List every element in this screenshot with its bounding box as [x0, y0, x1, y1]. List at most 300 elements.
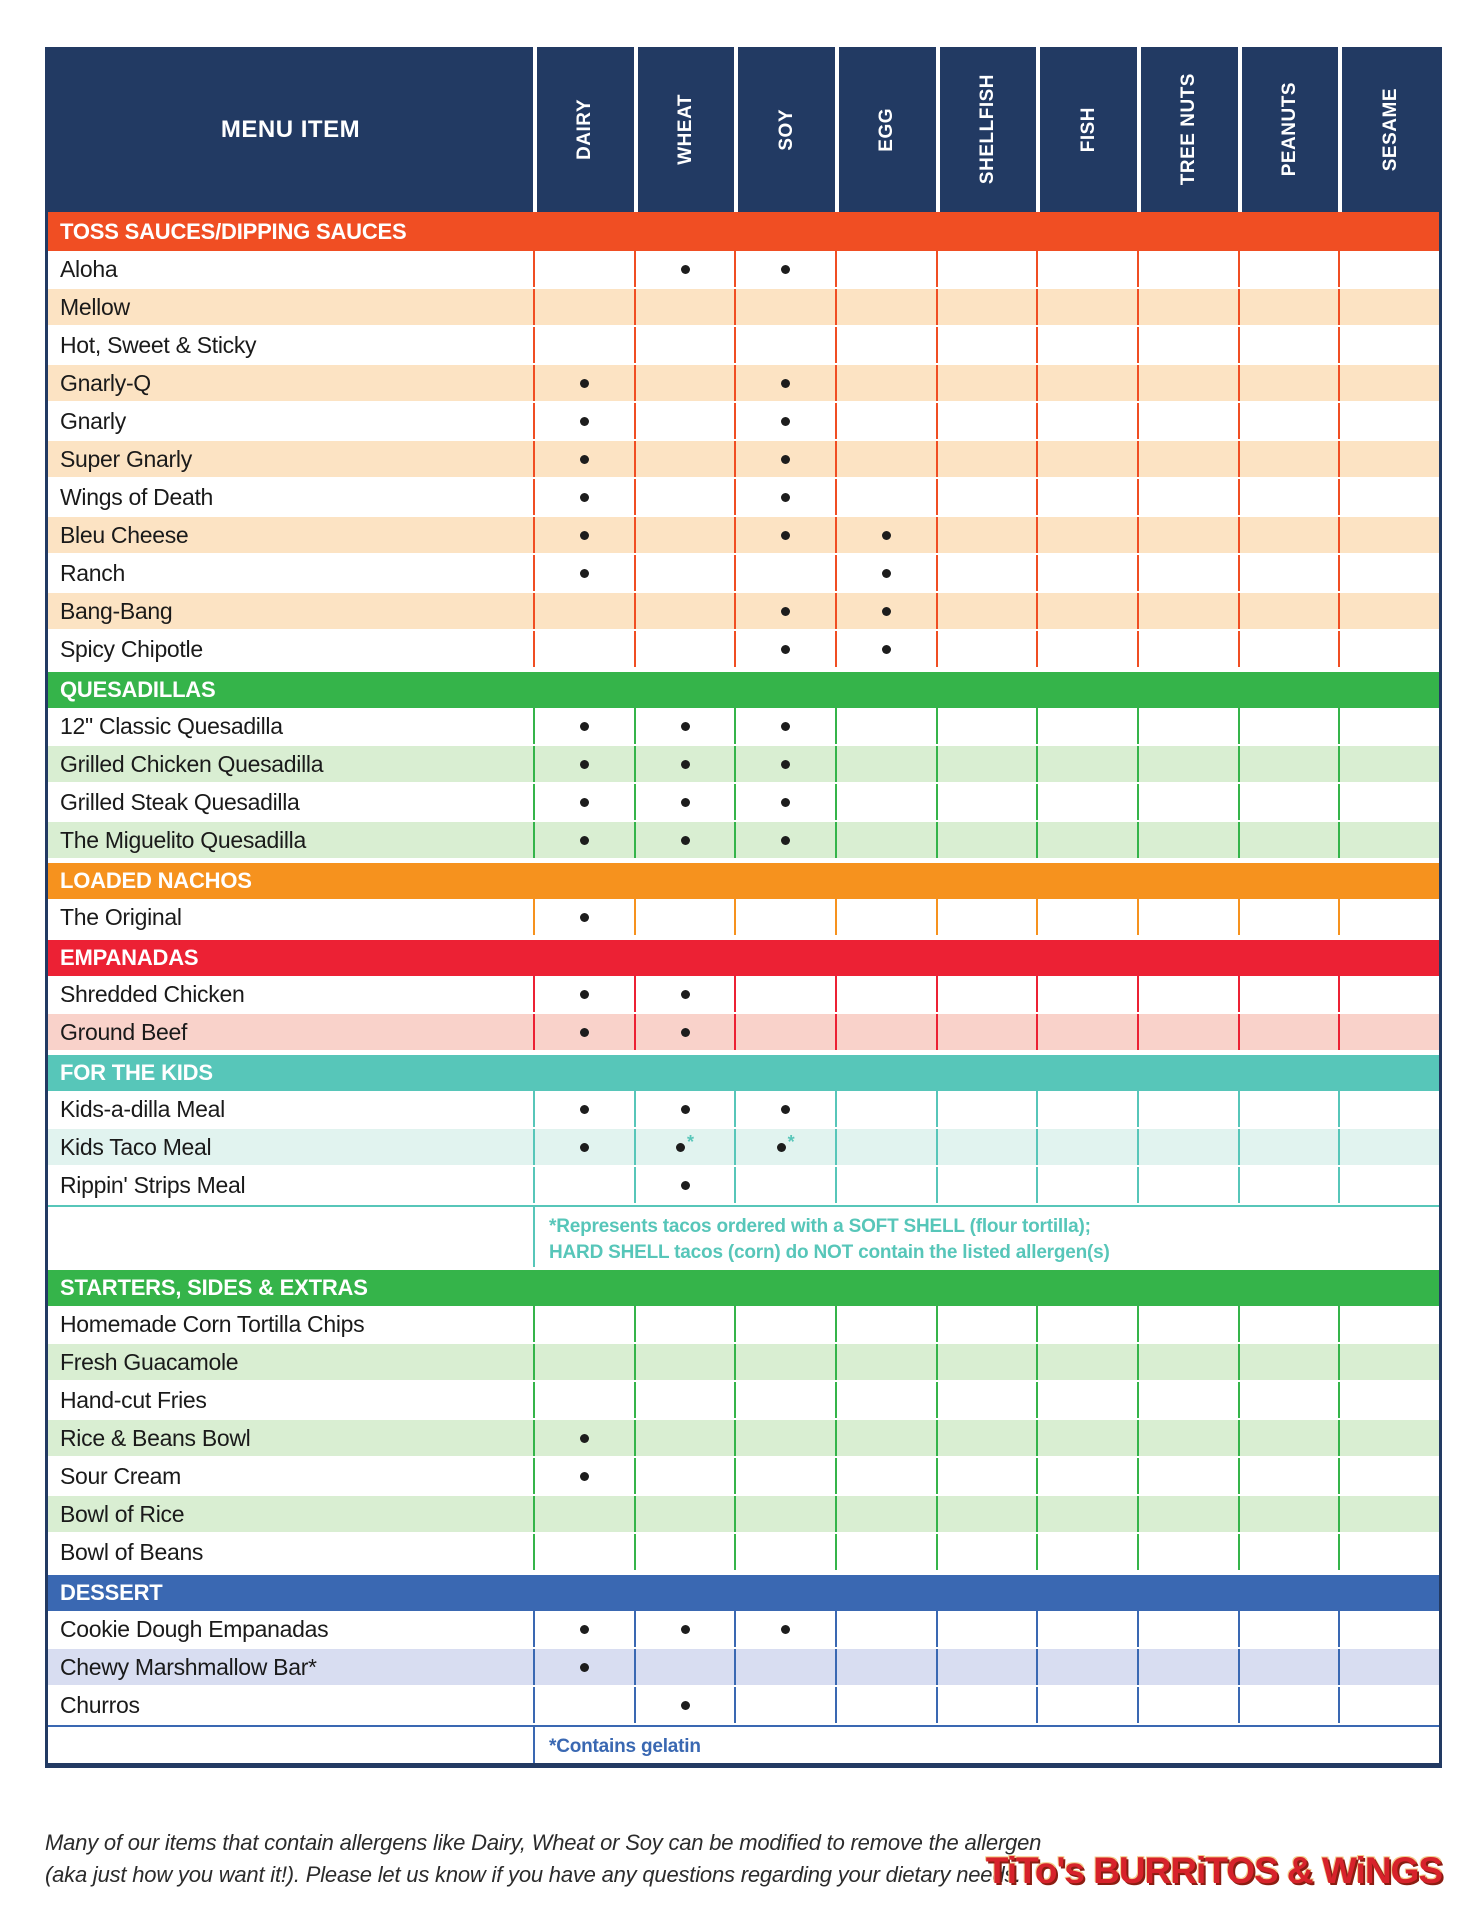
allergen-dot	[580, 836, 589, 845]
allergen-cell-wheat	[634, 822, 735, 858]
allergen-cell-soy	[734, 1014, 835, 1050]
menu-row-shredded-chicken	[48, 976, 1439, 1014]
allergen-dot	[781, 760, 790, 769]
note-line: HARD SHELL tacos (corn) do NOT contain the listed allergen(s)	[549, 1241, 1110, 1263]
allergen-cell-soy	[734, 1687, 835, 1723]
allergen-cell-peanuts	[1238, 517, 1339, 553]
note-spacer	[48, 1727, 533, 1763]
allergen-cell-shellfish	[936, 1611, 1037, 1647]
allergen-cell-egg	[835, 1534, 936, 1570]
allergen-dot	[580, 1625, 589, 1634]
menu-row-ground-beef	[48, 1014, 1439, 1052]
allergen-cell-wheat	[634, 784, 735, 820]
allergen-dot	[580, 798, 589, 807]
column-header-label: PEANUTS	[1279, 82, 1301, 177]
allergen-cell-soy	[734, 1611, 835, 1647]
allergen-cell-dairy	[533, 327, 634, 363]
allergen-cell-egg	[835, 365, 936, 401]
menu-item-name: Ground Beef	[60, 1018, 188, 1045]
menu-row-sour-cream	[48, 1458, 1439, 1496]
allergen-cell-egg	[835, 1091, 936, 1127]
menu-item-name: Grilled Chicken Quesadilla	[60, 750, 324, 777]
allergen-cell-egg	[835, 784, 936, 820]
allergen-dot	[580, 1028, 589, 1037]
allergen-cell-dairy	[533, 1344, 634, 1380]
allergen-cell-peanuts	[1238, 251, 1339, 287]
allergen-dot	[781, 722, 790, 731]
allergen-cell-egg	[835, 746, 936, 782]
allergen-dot	[681, 1701, 690, 1710]
allergen-cell-shellfish	[936, 1649, 1037, 1685]
allergen-disclaimer	[45, 1827, 1085, 1891]
menu-item-name: Aloha	[60, 255, 118, 282]
allergen-cell-tree-nuts	[1137, 593, 1238, 629]
menu-item-name: 12" Classic Quesadilla	[60, 712, 283, 739]
allergen-cell-dairy	[533, 593, 634, 629]
section-header-dessert: DESSERT	[48, 1572, 1439, 1611]
allergen-cell-peanuts	[1238, 403, 1339, 439]
allergen-cell-sesame	[1338, 555, 1439, 591]
column-header-label: DAIRY	[574, 99, 596, 160]
allergen-cell-sesame	[1338, 1014, 1439, 1050]
allergen-cell-dairy	[533, 1382, 634, 1418]
section-dessert	[48, 1572, 1439, 1763]
allergen-cell-peanuts	[1238, 784, 1339, 820]
allergen-cell-tree-nuts	[1137, 327, 1238, 363]
allergen-cell-wheat	[634, 631, 735, 667]
allergen-cell-soy	[734, 1344, 835, 1380]
allergen-cell-dairy	[533, 708, 634, 744]
allergen-cell-egg	[835, 1382, 936, 1418]
allergen-dot	[781, 531, 790, 540]
allergen-cell-peanuts	[1238, 327, 1339, 363]
allergen-cell-shellfish	[936, 1458, 1037, 1494]
allergen-cell-peanuts	[1238, 1458, 1339, 1494]
allergen-cell-peanuts	[1238, 1344, 1339, 1380]
soft-shell-asterisk: *	[687, 1131, 695, 1152]
allergen-dot	[580, 1105, 589, 1114]
allergen-cell-sesame	[1338, 1382, 1439, 1418]
allergen-cell-wheat	[634, 708, 735, 744]
allergen-cell-shellfish	[936, 1534, 1037, 1570]
allergen-cell-peanuts	[1238, 1496, 1339, 1532]
allergen-dot	[580, 913, 589, 922]
menu-item-name: Wings of Death	[60, 483, 214, 510]
titos-burritos-wings-logo: TiTo's BURRiTOS & WiNGS	[985, 1850, 1442, 1891]
menu-item-name: Spicy Chipotle	[60, 635, 203, 662]
allergen-dot	[580, 990, 589, 999]
allergen-cell-egg	[835, 517, 936, 553]
menu-item-name: Chewy Marshmallow Bar*	[60, 1653, 317, 1680]
table-body	[48, 212, 1439, 1763]
allergen-cell-tree-nuts	[1137, 708, 1238, 744]
menu-row-hot-sweet-sticky	[48, 327, 1439, 365]
allergen-cell-wheat	[634, 899, 735, 935]
column-header-wheat	[634, 47, 735, 212]
allergen-cell-peanuts	[1238, 365, 1339, 401]
allergen-cell-sesame	[1338, 784, 1439, 820]
allergen-cell-tree-nuts	[1137, 822, 1238, 858]
allergen-cell-wheat	[634, 555, 735, 591]
allergen-cell-wheat	[634, 365, 735, 401]
column-header-label: SOY	[775, 108, 797, 151]
allergen-cell-wheat	[634, 1306, 735, 1342]
allergen-cell-egg	[835, 441, 936, 477]
allergen-cell-shellfish	[936, 899, 1037, 935]
allergen-cell-fish	[1036, 1534, 1137, 1570]
allergen-cell-egg	[835, 327, 936, 363]
allergen-cell-tree-nuts	[1137, 1167, 1238, 1203]
allergen-cell-dairy	[533, 1611, 634, 1647]
allergen-dot	[580, 722, 589, 731]
allergen-cell-sesame	[1338, 517, 1439, 553]
section-header-quesadillas: QUESADILLAS	[48, 669, 1439, 708]
menu-row-super-gnarly	[48, 441, 1439, 479]
allergen-dot	[681, 990, 690, 999]
menu-row-the-miguelito-quesadilla	[48, 822, 1439, 860]
allergen-cell-shellfish	[936, 1382, 1037, 1418]
allergen-cell-soy	[734, 441, 835, 477]
allergen-cell-fish	[1036, 746, 1137, 782]
column-header-label: SESAME	[1379, 87, 1401, 172]
menu-item-name: Bang-Bang	[60, 597, 173, 624]
menu-item-name: Rice & Beans Bowl	[60, 1424, 251, 1451]
allergen-cell-wheat	[634, 403, 735, 439]
allergen-cell-shellfish	[936, 1014, 1037, 1050]
allergen-cell-tree-nuts	[1137, 1014, 1238, 1050]
allergen-cell-wheat	[634, 1344, 735, 1380]
allergen-dot	[580, 379, 589, 388]
allergen-cell-dairy	[533, 289, 634, 325]
allergen-cell-dairy	[533, 976, 634, 1012]
allergen-cell-wheat	[634, 976, 735, 1012]
allergen-cell-egg	[835, 403, 936, 439]
allergen-cell-tree-nuts	[1137, 251, 1238, 287]
column-header-label: EGG	[876, 107, 898, 152]
allergen-cell-dairy	[533, 631, 634, 667]
allergen-cell-fish	[1036, 631, 1137, 667]
allergen-cell-tree-nuts	[1137, 1534, 1238, 1570]
allergen-cell-dairy	[533, 1091, 634, 1127]
column-header-tree-nuts	[1137, 47, 1238, 212]
menu-item-column-header	[48, 47, 533, 212]
allergen-cell-dairy	[533, 746, 634, 782]
menu-row-chewy-marshmallow-bar	[48, 1649, 1439, 1687]
allergen-cell-tree-nuts	[1137, 365, 1238, 401]
allergen-cell-soy	[734, 631, 835, 667]
allergen-cell-tree-nuts	[1137, 1091, 1238, 1127]
menu-item-name: Bleu Cheese	[60, 521, 189, 548]
allergen-cell-dairy	[533, 784, 634, 820]
allergen-cell-egg	[835, 899, 936, 935]
allergen-cell-sesame	[1338, 1129, 1439, 1165]
allergen-cell-peanuts	[1238, 708, 1339, 744]
allergen-cell-peanuts	[1238, 441, 1339, 477]
allergen-cell-soy	[734, 327, 835, 363]
allergen-cell-egg	[835, 1649, 936, 1685]
column-header-shellfish	[936, 47, 1037, 212]
allergen-cell-sesame	[1338, 822, 1439, 858]
allergen-cell-soy	[734, 899, 835, 935]
allergen-cell-sesame	[1338, 631, 1439, 667]
allergen-cell-dairy	[533, 403, 634, 439]
section-header-loaded-nachos: LOADED NACHOS	[48, 860, 1439, 899]
menu-row-rice-beans-bowl	[48, 1420, 1439, 1458]
menu-item-name: Shredded Chicken	[60, 980, 245, 1007]
allergen-cell-peanuts	[1238, 1611, 1339, 1647]
allergen-dot	[882, 569, 891, 578]
allergen-cell-dairy	[533, 1306, 634, 1342]
allergen-cell-wheat	[634, 593, 735, 629]
allergen-dot	[580, 1663, 589, 1672]
allergen-cell-sesame	[1338, 1091, 1439, 1127]
allergen-cell-tree-nuts	[1137, 746, 1238, 782]
allergen-cell-tree-nuts	[1137, 1687, 1238, 1723]
allergen-cell-fish	[1036, 555, 1137, 591]
allergen-cell-egg	[835, 1496, 936, 1532]
allergen-cell-soy	[734, 1534, 835, 1570]
menu-item-name: The Original	[60, 903, 182, 930]
section-note-dessert	[48, 1725, 1439, 1763]
allergen-cell-soy	[734, 976, 835, 1012]
section-loaded-nachos	[48, 860, 1439, 937]
allergen-cell-soy	[734, 708, 835, 744]
allergen-cell-soy	[734, 251, 835, 287]
allergen-cell-egg	[835, 1167, 936, 1203]
allergen-cell-soy	[734, 517, 835, 553]
allergen-cell-shellfish	[936, 631, 1037, 667]
allergen-cell-peanuts	[1238, 479, 1339, 515]
menu-item-name: Kids Taco Meal	[60, 1133, 212, 1160]
allergen-cell-dairy	[533, 1534, 634, 1570]
column-header-peanuts	[1238, 47, 1339, 212]
soft-shell-asterisk: *	[787, 1131, 795, 1152]
allergen-cell-shellfish	[936, 365, 1037, 401]
allergen-cell-dairy	[533, 1014, 634, 1050]
allergen-cell-wheat	[634, 517, 735, 553]
allergen-dot	[580, 493, 589, 502]
allergen-cell-soy	[734, 1091, 835, 1127]
allergen-cell-soy	[734, 365, 835, 401]
allergen-cell-dairy	[533, 441, 634, 477]
allergen-cell-soy	[734, 1649, 835, 1685]
menu-item-name: Churros	[60, 1691, 140, 1718]
allergen-cell-fish	[1036, 1496, 1137, 1532]
section-header-for-the-kids: FOR THE KIDS	[48, 1052, 1439, 1091]
allergen-cell-wheat	[634, 1611, 735, 1647]
allergen-dot	[580, 1143, 589, 1152]
allergen-dot	[781, 455, 790, 464]
allergen-cell-sesame	[1338, 899, 1439, 935]
allergen-cell-peanuts	[1238, 1129, 1339, 1165]
allergen-cell-shellfish	[936, 976, 1037, 1012]
section-note-for-the-kids	[48, 1205, 1439, 1267]
allergen-cell-fish	[1036, 1167, 1137, 1203]
allergen-dot	[781, 1625, 790, 1634]
allergen-cell-fish	[1036, 403, 1137, 439]
allergen-cell-peanuts	[1238, 1534, 1339, 1570]
menu-item-name: Ranch	[60, 559, 125, 586]
allergen-dot	[781, 1105, 790, 1114]
allergen-dot	[781, 417, 790, 426]
allergen-cell-tree-nuts	[1137, 1496, 1238, 1532]
menu-row-bleu-cheese	[48, 517, 1439, 555]
column-header-dairy	[533, 47, 634, 212]
allergen-cell-tree-nuts	[1137, 441, 1238, 477]
menu-row-wings-of-death	[48, 479, 1439, 517]
allergen-cell-fish	[1036, 327, 1137, 363]
allergen-cell-fish	[1036, 1420, 1137, 1456]
allergen-cell-sesame	[1338, 479, 1439, 515]
allergen-cell-dairy	[533, 555, 634, 591]
allergen-cell-dairy	[533, 1458, 634, 1494]
allergen-cell-sesame	[1338, 403, 1439, 439]
note-spacer	[48, 1207, 533, 1267]
allergen-cell-egg	[835, 631, 936, 667]
table-header-row	[48, 47, 1439, 212]
allergen-cell-sesame	[1338, 1344, 1439, 1380]
allergen-cell-shellfish	[936, 403, 1037, 439]
allergen-cell-shellfish	[936, 784, 1037, 820]
allergen-cell-fish	[1036, 1306, 1137, 1342]
menu-row-ranch	[48, 555, 1439, 593]
allergen-cell-sesame	[1338, 746, 1439, 782]
menu-item-name: Sour Cream	[60, 1462, 181, 1489]
allergen-dot	[882, 607, 891, 616]
allergen-cell-tree-nuts	[1137, 1420, 1238, 1456]
allergen-cell-sesame	[1338, 1611, 1439, 1647]
column-header-label: WHEAT	[675, 94, 696, 165]
allergen-cell-tree-nuts	[1137, 1649, 1238, 1685]
allergen-cell-tree-nuts	[1137, 1458, 1238, 1494]
allergen-cell-fish	[1036, 1014, 1137, 1050]
allergen-cell-sesame	[1338, 593, 1439, 629]
column-header-soy	[734, 47, 835, 212]
section-empanadas	[48, 937, 1439, 1052]
allergen-cell-tree-nuts	[1137, 289, 1238, 325]
menu-row-gnarly-q	[48, 365, 1439, 403]
menu-item-name: Gnarly-Q	[60, 369, 151, 396]
allergen-dot	[681, 1105, 690, 1114]
allergen-cell-fish	[1036, 479, 1137, 515]
allergen-dot	[580, 455, 589, 464]
allergen-cell-sesame	[1338, 1306, 1439, 1342]
allergen-cell-wheat	[634, 1382, 735, 1418]
allergen-dot	[781, 645, 790, 654]
allergen-cell-shellfish	[936, 479, 1037, 515]
allergen-cell-wheat	[634, 1091, 735, 1127]
allergen-cell-peanuts	[1238, 899, 1339, 935]
allergen-cell-wheat	[634, 327, 735, 363]
allergen-cell-dairy	[533, 1649, 634, 1685]
allergen-cell-tree-nuts	[1137, 1344, 1238, 1380]
allergen-cell-egg	[835, 1306, 936, 1342]
menu-row-kids-a-dilla-meal	[48, 1091, 1439, 1129]
allergen-cell-tree-nuts	[1137, 1611, 1238, 1647]
allergen-cell-sesame	[1338, 289, 1439, 325]
allergen-cell-shellfish	[936, 1344, 1037, 1380]
allergen-dot	[781, 493, 790, 502]
allergen-cell-shellfish	[936, 327, 1037, 363]
menu-item-name: The Miguelito Quesadilla	[60, 826, 306, 853]
allergen-cell-dairy	[533, 1129, 634, 1165]
menu-row-kids-taco-meal	[48, 1129, 1439, 1167]
allergen-cell-wheat	[634, 1496, 735, 1532]
allergen-cell-egg	[835, 1129, 936, 1165]
allergen-cell-wheat	[634, 1167, 735, 1203]
allergen-cell-fish	[1036, 289, 1137, 325]
allergen-dot	[681, 1028, 690, 1037]
section-toss-sauces-dipping-sauces	[48, 212, 1439, 669]
menu-row-aloha	[48, 251, 1439, 289]
allergen-cell-sesame	[1338, 1167, 1439, 1203]
note-text	[533, 1207, 1439, 1267]
allergen-dot	[681, 1625, 690, 1634]
allergen-cell-egg	[835, 1687, 936, 1723]
allergen-cell-wheat	[634, 1129, 735, 1165]
allergen-cell-fish	[1036, 1091, 1137, 1127]
menu-row-cookie-dough-empanadas	[48, 1611, 1439, 1649]
menu-row-grilled-chicken-quesadilla	[48, 746, 1439, 784]
allergen-cell-sesame	[1338, 327, 1439, 363]
menu-row-grilled-steak-quesadilla	[48, 784, 1439, 822]
section-for-the-kids	[48, 1052, 1439, 1267]
allergen-cell-peanuts	[1238, 593, 1339, 629]
menu-row-bowl-of-rice	[48, 1496, 1439, 1534]
allergen-cell-sesame	[1338, 708, 1439, 744]
menu-row-hand-cut-fries	[48, 1382, 1439, 1420]
disclaimer-line-2: (aka just how you want it!). Please let us know if you have any questions regarding your dietary needs.	[45, 1861, 1022, 1887]
allergen-cell-shellfish	[936, 1167, 1037, 1203]
allergen-dot	[781, 265, 790, 274]
allergen-dot	[580, 1472, 589, 1481]
allergen-cell-soy	[734, 555, 835, 591]
allergen-cell-peanuts	[1238, 555, 1339, 591]
allergen-dot	[781, 607, 790, 616]
allergen-cell-shellfish	[936, 708, 1037, 744]
menu-item-name: Grilled Steak Quesadilla	[60, 788, 300, 815]
allergen-cell-shellfish	[936, 1496, 1037, 1532]
allergen-cell-fish	[1036, 1458, 1137, 1494]
column-header-fish	[1036, 47, 1137, 212]
allergen-cell-fish	[1036, 1344, 1137, 1380]
menu-row-churros	[48, 1687, 1439, 1725]
menu-item-name: Bowl of Rice	[60, 1500, 185, 1527]
allergen-cell-soy	[734, 1382, 835, 1418]
allergen-dot	[681, 1181, 690, 1190]
allergen-dot	[580, 1434, 589, 1443]
allergen-cell-shellfish	[936, 251, 1037, 287]
allergen-cell-peanuts	[1238, 822, 1339, 858]
allergen-cell-peanuts	[1238, 1649, 1339, 1685]
menu-item-name: Gnarly	[60, 407, 126, 434]
allergen-cell-peanuts	[1238, 1382, 1339, 1418]
allergen-cell-egg	[835, 708, 936, 744]
allergen-cell-shellfish	[936, 1306, 1037, 1342]
allergen-cell-egg	[835, 555, 936, 591]
allergen-cell-tree-nuts	[1137, 1306, 1238, 1342]
allergen-cell-peanuts	[1238, 976, 1339, 1012]
allergen-cell-wheat	[634, 1534, 735, 1570]
allergen-dot	[580, 760, 589, 769]
allergen-cell-peanuts	[1238, 1091, 1339, 1127]
allergen-cell-soy	[734, 1496, 835, 1532]
allergen-cell-fish	[1036, 976, 1137, 1012]
allergen-cell-fish	[1036, 441, 1137, 477]
allergen-cell-dairy	[533, 822, 634, 858]
allergen-cell-shellfish	[936, 441, 1037, 477]
allergen-cell-peanuts	[1238, 1167, 1339, 1203]
